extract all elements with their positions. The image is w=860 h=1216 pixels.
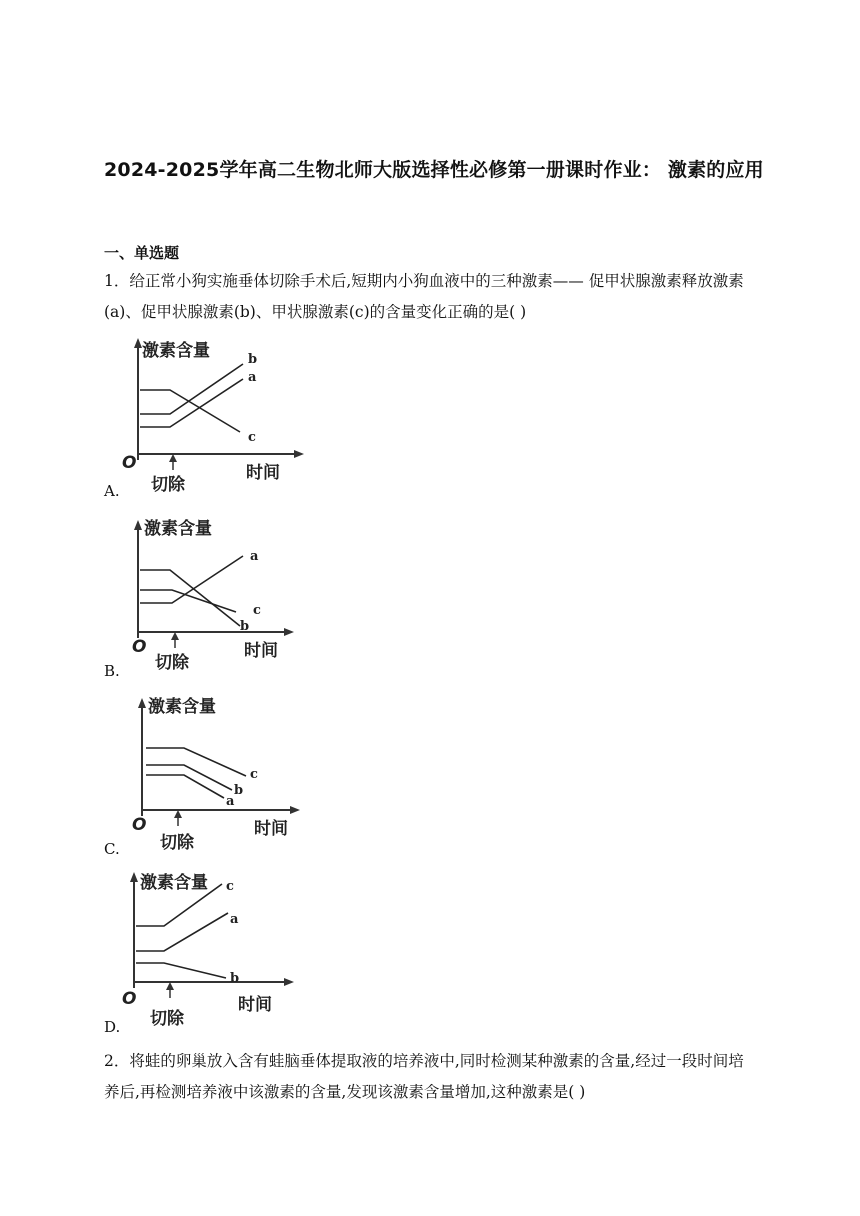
question-1 — [104, 266, 754, 328]
cut-label: 切除 — [151, 475, 185, 495]
curve-label: b — [230, 971, 240, 986]
option-d-label: D. — [104, 1018, 121, 1036]
curve-label: b — [248, 352, 258, 367]
cut-label: 切除 — [160, 833, 194, 853]
x-axis-label: 时间 — [246, 463, 280, 483]
option-a-graph — [118, 336, 298, 495]
curve-label: c — [253, 603, 261, 618]
y-axis-label: 激素含量 — [142, 341, 210, 361]
curve-label: b — [234, 783, 244, 798]
curve-label: a — [226, 794, 235, 809]
y-axis-label: 激素含量 — [148, 697, 216, 717]
curve-label: c — [250, 767, 258, 782]
question-text: 给正常小狗实施垂体切除手术后,短期内小狗血液中的三种激素—— 促甲状腺激素释放激素(a)、促甲状腺激素(b)、甲状腺激素(c)的含量变化正确的是( ) — [104, 272, 744, 321]
x-axis-label: 时间 — [238, 995, 272, 1015]
origin-label: O — [132, 815, 147, 835]
question-2 — [104, 1046, 754, 1108]
option-b-label: B. — [104, 662, 120, 680]
option-b-graph — [118, 514, 298, 673]
y-axis-label: 激素含量 — [144, 519, 212, 539]
curve-label: c — [248, 430, 256, 445]
curve-label: c — [226, 879, 234, 894]
origin-label: O — [122, 453, 137, 473]
x-axis-label: 时间 — [254, 819, 288, 839]
question-text: 将蛙的卵巢放入含有蛙脑垂体提取液的培养液中,同时检测某种激素的含量,经过一段时间培养后,再检测培养液中该激素的含量,发现该激素含量增加,这种激素是( ) — [104, 1052, 744, 1101]
origin-label: O — [132, 637, 147, 657]
origin-label: O — [122, 989, 137, 1009]
option-d-graph — [118, 868, 298, 1029]
curve-label: a — [248, 370, 257, 385]
page-title: 2024-2025学年高二生物北师大版选择性必修第一册课时作业： 激素的应用 — [104, 159, 764, 181]
curve-label: a — [230, 912, 239, 927]
curve-label: b — [240, 619, 250, 634]
question-number: 1． — [104, 272, 130, 290]
option-c-label: C. — [104, 840, 120, 858]
option-c-graph — [118, 692, 298, 853]
curve-label: a — [250, 549, 259, 564]
y-axis-label: 激素含量 — [140, 873, 208, 893]
section-heading: 一、单选题 — [104, 244, 180, 262]
option-a-label: A. — [104, 482, 120, 500]
cut-label: 切除 — [150, 1009, 184, 1029]
cut-label: 切除 — [155, 653, 189, 673]
question-number: 2． — [104, 1052, 130, 1070]
x-axis-label: 时间 — [244, 641, 278, 661]
